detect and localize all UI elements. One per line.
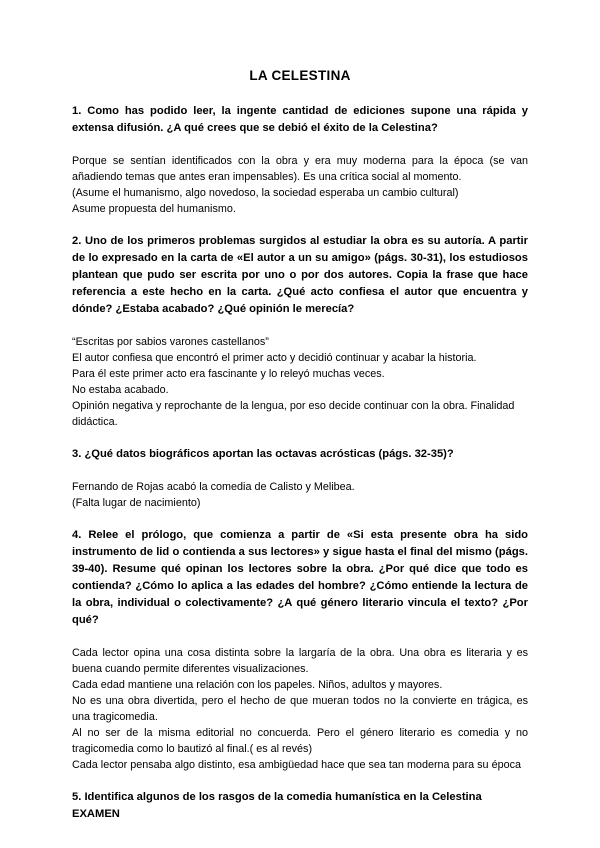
question-1: 1. Como has podido leer, la ingente cantidad de ediciones supone una rápida y extensa difusión. ¿A qué crees que se debió el éxito de la Celestina?: [72, 105, 528, 134]
answer-2-line-4: No estaba acabado.: [72, 384, 169, 396]
question-2: 2. Uno de los primeros problemas surgidos al estudiar la obra es su autoría. A partir de lo expresado en la carta de «El autor a un su amigo» (págs. 30-31), los estudiosos plantean que pudo ser escrita por uno o por dos autores. Copia la frase que hace referencia a este hecho en la carta. ¿Qué acto confiesa el autor que encuentra y dónde? ¿Estaba acabado? ¿Qué opinión le merecía?: [72, 235, 528, 315]
answer-2-line-1: “Escritas por sabios varones castellanos”: [72, 336, 269, 348]
answer-3: [72, 479, 528, 511]
answer-2-line-3: Para él este primer acto era fascinante y lo releyó muchas veces.: [72, 368, 385, 380]
answer-4-line-2: Cada edad mantiene una relación con los papeles. Niños, adultos y mayores.: [72, 679, 443, 691]
question-4: 4. Relee el prólogo, que comienza a partir de «Si esta presente obra ha sido instrumento de lid o contienda a sus lectores» y sigue hasta el final del mismo (págs. 39-40). Resume qué opinan los lectores sobre la obra. ¿Por qué dice que todo es contienda? ¿Cómo lo aplica a las edades del hombre? ¿Cómo entiende la lectura de la obra, individual o colectivamente? ¿A qué género literario vincula el texto? ¿Por qué?: [72, 529, 528, 626]
answer-1-line-3: Asume propuesta del humanismo.: [72, 203, 236, 215]
answer-1-line-2: (Asume el humanismo, algo novedoso, la sociedad esperaba un cambio cultural): [72, 187, 459, 199]
answer-3-line-1: Fernando de Rojas acabó la comedia de Calisto y Melibea.: [72, 481, 355, 493]
answer-1: [72, 153, 528, 217]
answer-2-line-2: El autor confiesa que encontró el primer acto y decidió continuar y acabar la historia.: [72, 352, 477, 364]
question-5-text: 5. Identifica algunos de los rasgos de la comedia humanística en la Celestina: [72, 791, 482, 803]
question-5: [72, 789, 528, 823]
answer-4-line-4: Al no ser de la misma editorial no concuerda. Pero el género literario es comedia y no tragicomedia como lo bautizó al final.( es al revés): [72, 727, 528, 755]
answer-4-line-5: Cada lector pensaba algo distinto, esa ambigüedad hace que sea tan moderna para su época: [72, 759, 521, 771]
answer-4-line-3: No es una obra divertida, pero el hecho de que mueran todos no la convierte en trágica, es una tragicomedia.: [72, 695, 528, 723]
answer-1-line-1: Porque se sentían identificados con la obra y era muy moderna para la época (se van añadiendo temas que antes eran impensables). Es una crítica social al momento.: [72, 155, 528, 183]
answer-4-line-1: Cada lector opina una cosa distinta sobre la largaría de la obra. Una obra es literaria y es buena cuando permite diferentes visualizaciones.: [72, 647, 528, 675]
answer-2: [72, 334, 528, 430]
answer-3-line-2: (Falta lugar de nacimiento): [72, 497, 201, 509]
answer-4: [72, 645, 528, 773]
document-title: LA CELESTINA: [249, 68, 351, 83]
answer-2-line-5: Opinión negativa y reprochante de la lengua, por eso decide continuar con la obra. Finalidad didáctica.: [72, 400, 515, 428]
question-3: 3. ¿Qué datos biográficos aportan las octavas acrósticas (págs. 32-35)?: [72, 448, 454, 460]
question-5-subtitle: EXAMEN: [72, 808, 120, 820]
